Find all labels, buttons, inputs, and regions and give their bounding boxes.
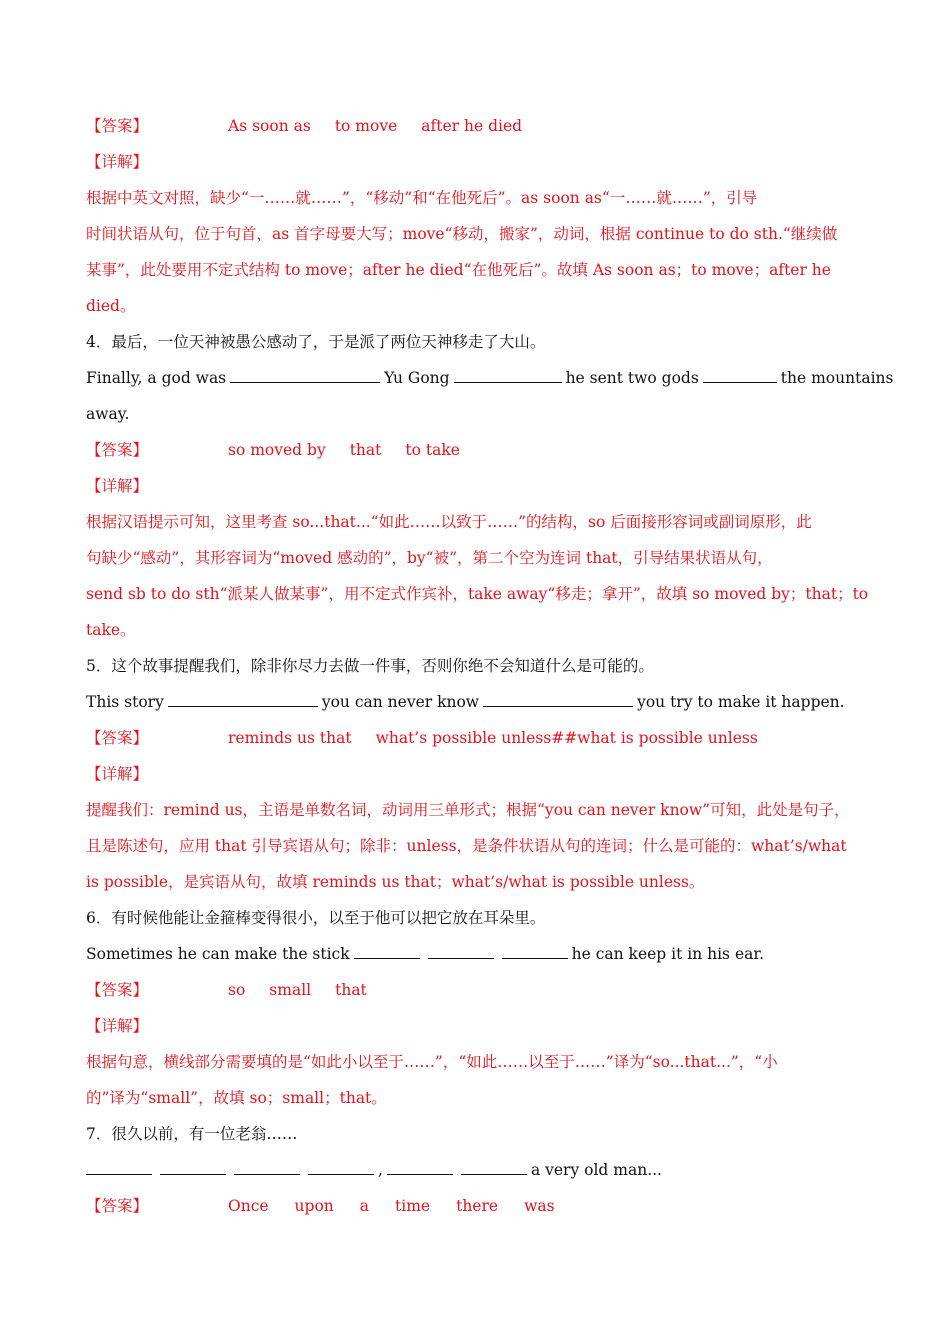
sentence-part: Sometimes he can make the stick (86, 945, 350, 963)
detail-tag: 【详解】 (86, 153, 149, 171)
question-prompt-q6: 6．有时候他能让金箍棒变得很小，以至于他可以把它放在耳朵里。 (86, 909, 546, 927)
question-sentence-q4-cont: away. (86, 405, 130, 423)
detail-line: is possible，是宾语从句，故填 reminds us that；what’s/what is possible unless。 (86, 873, 705, 891)
answer-value: time (395, 1197, 431, 1215)
answer-value: what’s possible unless##what is possible unless (375, 729, 758, 747)
detail-tag: 【详解】 (86, 477, 149, 495)
question-prompt-q7: 7．很久以前，有一位老翁…… (86, 1125, 298, 1143)
detail-line: 根据句意，横线部分需要填的是“如此小以至于……”，“如此……以至于……”译为“so...that...”，“小 (86, 1053, 778, 1071)
sentence-part: This story (86, 693, 164, 711)
detail-line: 某事”，此处要用不定式结构 to move；after he died“在他死后”。故填 As soon as；to move；after he (86, 261, 831, 279)
question-sentence-q7 (86, 1152, 866, 1188)
blank-field[interactable] (160, 1160, 226, 1175)
answer-value: after he died (421, 117, 523, 135)
question-sentence-q4 (86, 360, 894, 396)
sentence-part: Yu Gong (384, 369, 450, 387)
question-sentence-q5 (86, 684, 866, 720)
answer-row-q4 (86, 432, 866, 468)
blank-field[interactable] (454, 368, 562, 383)
sentence-part: the mountains (780, 369, 894, 387)
sentence-part: , (378, 1161, 383, 1179)
blank-field[interactable] (168, 692, 318, 707)
answer-values (228, 432, 484, 468)
blank-field[interactable] (230, 368, 380, 383)
answer-value: As soon as (228, 117, 311, 135)
answer-value: small (269, 981, 312, 999)
answer-tag: 【答案】 (86, 1197, 149, 1215)
detail-line: send sb to do sth“派某人做某事”，用不定式作宾补，take away“移走；拿开”，故填 so moved by；that；to (86, 585, 869, 603)
answer-value: a (359, 1197, 370, 1215)
question-prompt-q4: 4．最后，一位天神被愚公感动了，于是派了两位天神移走了大山。 (86, 333, 546, 351)
sentence-part: you try to make it happen. (637, 693, 845, 711)
answer-row-q6 (86, 972, 866, 1008)
answer-value: that (349, 441, 382, 459)
question-sentence-q6 (86, 936, 866, 972)
answer-value: was (524, 1197, 555, 1215)
detail-line: 且是陈述句，应用 that 引导宾语从句；除非：unless，是条件状语从句的连词；什么是可能的：what’s/what (86, 837, 847, 855)
answer-tag: 【答案】 (86, 441, 149, 459)
detail-line: died。 (86, 297, 136, 315)
blank-field[interactable] (428, 944, 494, 959)
answer-value: to move (334, 117, 398, 135)
blank-field[interactable] (354, 944, 420, 959)
detail-line: take。 (86, 621, 136, 639)
answer-tag: 【答案】 (86, 729, 149, 747)
answer-row-q7 (86, 1188, 866, 1224)
answer-values (228, 972, 391, 1008)
answer-value: there (456, 1197, 499, 1215)
answer-tag: 【答案】 (86, 981, 149, 999)
blank-field[interactable] (483, 692, 633, 707)
answer-value: so (228, 981, 246, 999)
answer-row-q5 (86, 720, 866, 756)
sentence-part: a very old man... (530, 1161, 662, 1179)
answer-value: Once (228, 1197, 269, 1215)
answer-value: so moved by (228, 441, 326, 459)
answer-value: to take (405, 441, 460, 459)
blank-field[interactable] (502, 944, 568, 959)
answer-value: upon (294, 1197, 334, 1215)
blank-field[interactable] (387, 1160, 453, 1175)
answer-row-q3 (86, 108, 866, 144)
detail-tag: 【详解】 (86, 1017, 149, 1035)
answer-value: that (335, 981, 367, 999)
answer-values (228, 1188, 581, 1224)
detail-line: 提醒我们：remind us，主语是单数名词，动词用三单形式；根据“you can never know”可知，此处是句子， (86, 801, 850, 819)
detail-tag: 【详解】 (86, 765, 149, 783)
answer-tag: 【答案】 (86, 117, 149, 135)
blank-field[interactable] (234, 1160, 300, 1175)
detail-line: 句缺少“感动”，其形容词为“moved 感动的”，by“被”，第二个空为连词 that，引导结果状语从句， (86, 549, 773, 567)
sentence-part: he sent two gods (565, 369, 699, 387)
sentence-part: Finally, a god was (86, 369, 227, 387)
document-page (86, 108, 894, 1224)
detail-line: 时间状语从句，位于句首，as 首字母要大写；move“移动，搬家”，动词，根据 continue to do sth.“继续做 (86, 225, 838, 243)
answer-values (228, 720, 782, 756)
blank-field[interactable] (308, 1160, 374, 1175)
answer-values (228, 108, 546, 144)
sentence-part: he can keep it in his ear. (571, 945, 764, 963)
detail-line: 根据汉语提示可知，这里考查 so...that...“如此……以致于……”的结构，so 后面接形容词或副词原形，此 (86, 513, 812, 531)
blank-field[interactable] (703, 368, 777, 383)
answer-value: reminds us that (228, 729, 352, 747)
question-prompt-q5: 5．这个故事提醒我们，除非你尽力去做一件事，否则你绝不会知道什么是可能的。 (86, 657, 654, 675)
detail-line: 的”译为“small”，故填 so；small；that。 (86, 1089, 387, 1107)
detail-line: 根据中英文对照，缺少“一……就……”，“移动”和“在他死后”。as soon as“一……就……”，引导 (86, 189, 758, 207)
sentence-part: you can never know (321, 693, 480, 711)
blank-field[interactable] (461, 1160, 527, 1175)
blank-field[interactable] (86, 1160, 152, 1175)
